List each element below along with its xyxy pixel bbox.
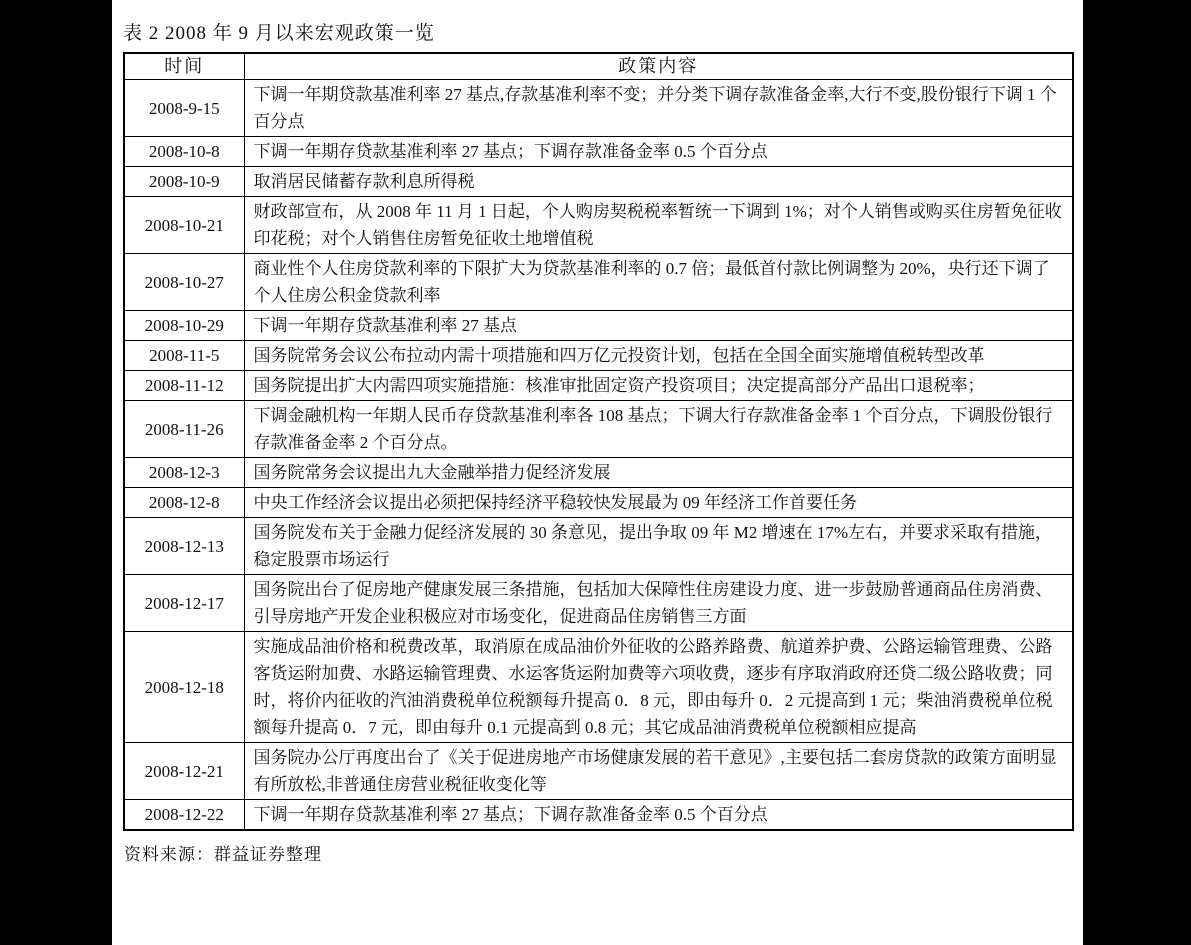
policy-cell: 国务院常务会议提出九大金融举措力促经济发展 bbox=[244, 458, 1073, 488]
column-header-policy-content: 政策内容 bbox=[244, 53, 1073, 80]
date-cell: 2008-11-5 bbox=[124, 341, 244, 371]
table-row bbox=[124, 488, 1073, 518]
policy-cell: 财政部宣布，从 2008 年 11 月 1 日起，个人购房契税税率暂统一下调到 1%；对个人销售或购买住房暂免征收印花税；对个人销售住房暂免征收土地增值税 bbox=[244, 197, 1073, 254]
policy-cell: 国务院办公厅再度出台了《关于促进房地产市场健康发展的若干意见》,主要包括二套房贷款的政策方面明显有所放松,非普通住房营业税征收变化等 bbox=[244, 743, 1073, 800]
table-row bbox=[124, 575, 1073, 632]
date-cell: 2008-12-3 bbox=[124, 458, 244, 488]
date-cell: 2008-10-21 bbox=[124, 197, 244, 254]
date-cell: 2008-12-21 bbox=[124, 743, 244, 800]
date-cell: 2008-11-26 bbox=[124, 401, 244, 458]
date-cell: 2008-10-27 bbox=[124, 254, 244, 311]
document-content bbox=[112, 0, 1083, 945]
date-cell: 2008-12-13 bbox=[124, 518, 244, 575]
table-row bbox=[124, 371, 1073, 401]
policy-cell: 国务院常务会议公布拉动内需十项措施和四万亿元投资计划，包括在全国全面实施增值税转型改革 bbox=[244, 341, 1073, 371]
table-row bbox=[124, 800, 1073, 831]
policy-cell: 下调一年期贷款基准利率 27 基点,存款基准利率不变；并分类下调存款准备金率,大行不变,股份银行下调 1 个百分点 bbox=[244, 80, 1073, 137]
policy-cell: 国务院发布关于金融力促经济发展的 30 条意见，提出争取 09 年 M2 增速在 17%左右，并要求采取有措施，稳定股票市场运行 bbox=[244, 518, 1073, 575]
table-row bbox=[124, 311, 1073, 341]
date-cell: 2008-12-8 bbox=[124, 488, 244, 518]
header-row bbox=[124, 53, 1073, 80]
policy-cell: 下调一年期存贷款基准利率 27 基点；下调存款准备金率 0.5 个百分点 bbox=[244, 137, 1073, 167]
table-row bbox=[124, 341, 1073, 371]
source-note: 资料来源：群益证券整理 bbox=[124, 845, 322, 864]
table-row bbox=[124, 137, 1073, 167]
table-row bbox=[124, 518, 1073, 575]
date-cell: 2008-10-8 bbox=[124, 137, 244, 167]
date-cell: 2008-10-9 bbox=[124, 167, 244, 197]
policy-cell: 实施成品油价格和税费改革，取消原在成品油价外征收的公路养路费、航道养护费、公路运输管理费、公路客货运附加费、水路运输管理费、水运客货运附加费等六项收费，逐步有序取消政府还贷二级公路收费；同时，将价内征收的汽油消费税单位税额每升提高 0．8 元，即由每升 0．2 元提高到 1 元；柴油消费税单位税额每升提高 0．7 元，即由每升 0.1 元提高到 0.8 元；其它成品油消费税单位税额相应提高 bbox=[244, 632, 1073, 743]
policy-cell: 下调一年期存贷款基准利率 27 基点 bbox=[244, 311, 1073, 341]
table-row bbox=[124, 743, 1073, 800]
table-row bbox=[124, 401, 1073, 458]
table-row bbox=[124, 197, 1073, 254]
column-header-time: 时间 bbox=[124, 53, 244, 80]
date-cell: 2008-9-15 bbox=[124, 80, 244, 137]
policy-cell: 国务院出台了促房地产健康发展三条措施，包括加大保障性住房建设力度、进一步鼓励普通商品住房消费、引导房地产开发企业积极应对市场变化，促进商品住房销售三方面 bbox=[244, 575, 1073, 632]
policy-cell: 取消居民储蓄存款利息所得税 bbox=[244, 167, 1073, 197]
date-cell: 2008-12-18 bbox=[124, 632, 244, 743]
date-cell: 2008-12-17 bbox=[124, 575, 244, 632]
right-black-margin-bar bbox=[1083, 0, 1191, 945]
policy-cell: 商业性个人住房贷款利率的下限扩大为贷款基准利率的 0.7 倍；最低首付款比例调整为 20%，央行还下调了个人住房公积金贷款利率 bbox=[244, 254, 1073, 311]
policy-cell: 下调一年期存贷款基准利率 27 基点；下调存款准备金率 0.5 个百分点 bbox=[244, 800, 1073, 831]
table-row bbox=[124, 458, 1073, 488]
table-title: 表 2 2008 年 9 月以来宏观政策一览 bbox=[123, 23, 435, 44]
date-cell: 2008-10-29 bbox=[124, 311, 244, 341]
left-black-margin-bar bbox=[0, 0, 112, 945]
policy-cell: 国务院提出扩大内需四项实施措施：核准审批固定资产投资项目；决定提高部分产品出口退税率； bbox=[244, 371, 1073, 401]
table-row bbox=[124, 632, 1073, 743]
policy-cell: 下调金融机构一年期人民币存贷款基准利率各 108 基点；下调大行存款准备金率 1 个百分点，下调股份银行存款准备金率 2 个百分点。 bbox=[244, 401, 1073, 458]
table-row bbox=[124, 167, 1073, 197]
date-cell: 2008-12-22 bbox=[124, 800, 244, 831]
policy-cell: 中央工作经济会议提出必须把保持经济平稳较快发展最为 09 年经济工作首要任务 bbox=[244, 488, 1073, 518]
date-cell: 2008-11-12 bbox=[124, 371, 244, 401]
table-row bbox=[124, 254, 1073, 311]
macro-policy-table bbox=[123, 52, 1074, 831]
table-row bbox=[124, 80, 1073, 137]
